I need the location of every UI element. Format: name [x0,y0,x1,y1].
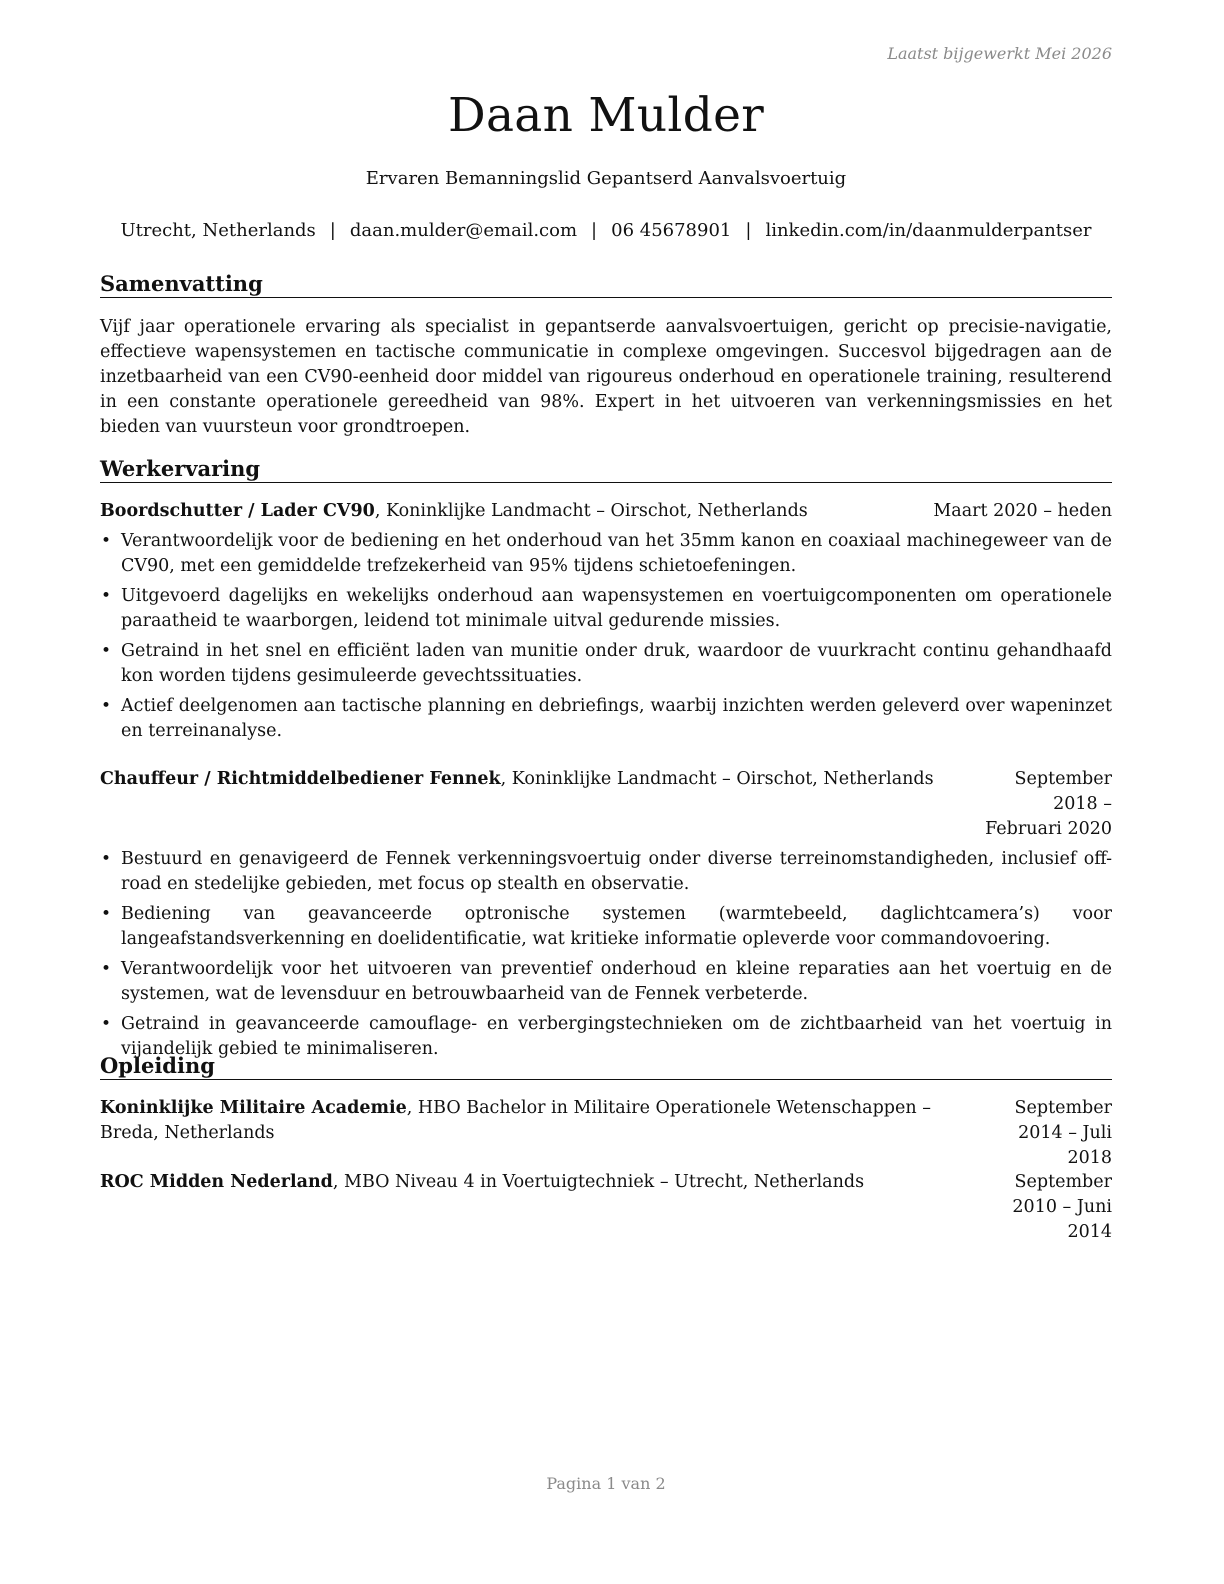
education-detail: , MBO Niveau 4 in Voertuigtechniek – Utrecht, Netherlands [332,1172,865,1192]
contact-line [100,220,1112,241]
candidate-title: Ervaren Bemanningslid Gepantserd Aanvalsvoertuig [365,168,847,189]
resume-page [100,0,1112,1584]
contact-separator: | [745,220,752,241]
job-bullet: • Uitgevoerd dagelijks en wekelijks onderhoud aan wapensystemen en voertuigcomponenten om operationele paraatheid te waarborgen, leidend tot minimale uitval gedurende missies. [100,584,1112,634]
contact-phone: 06 45678901 [611,220,732,241]
job-bullet: • Verantwoordelijk voor de bediening en het onderhoud van het 35mm kanon en coaxiaal machinegeweer van de CV90, met een gemiddelde trefzekerheid van 95% tijdens schietoefeningen. [100,529,1112,579]
experience-heading: Werkervaring [100,456,1112,483]
job-bullet: • Actief deelgenomen aan tactische planning en debriefings, waarbij inzichten werden geleverd over wapeninzet en terreinanalyse. [100,694,1112,744]
job-title: Chauffeur / Richtmiddelbediener Fennek [100,769,501,789]
summary-heading: Samenvatting [100,271,1112,298]
job-organization: , Koninklijke Landmacht – Oirschot, Netherlands [374,501,808,521]
contact-separator: | [591,220,598,241]
job-dates: September 2018 – Februari 2020 [985,769,1112,839]
job-bullet: • Bestuurd en genavigeerd de Fennek verkenningsvoertuig onder diverse terreinomstandigheden, inclusief off-road en stedelijke gebieden, met focus op stealth en observatie. [100,847,1112,897]
job-organization: , Koninklijke Landmacht – Oirschot, Netherlands [500,769,934,789]
education-school: Koninklijke Militaire Academie [100,1098,407,1118]
candidate-name: Daan Mulder [447,88,765,143]
contact-location: Utrecht, Netherlands [120,220,316,241]
job-bullet: • Getraind in het snel en efficiënt laden van munitie onder druk, waardoor de vuurkracht continu gehandhaafd kon worden tijdens gesimuleerde gevechtssituaties. [100,639,1112,689]
job-bullet: • Getraind in geavanceerde camouflage- en verbergingstechnieken om de zichtbaarheid van het voertuig in vijandelijk gebied te minimaliseren. [100,1012,1112,1062]
education-entry [100,1170,1112,1245]
job-header [100,767,1112,842]
job-title: Boordschutter / Lader CV90 [100,501,375,521]
education-dates: September 2014 – Juli 2018 [1014,1098,1112,1168]
job-header [100,499,1112,524]
summary-text: Vijf jaar operationele ervaring als specialist in gepantserde aanvalsvoertuigen, gericht op precisie-navigatie, effectieve wapensystemen en tactische communicatie in complexe omgevingen. Succesvol bijgedragen aan de inzetbaarheid van een CV90-eenheid door middel van rigoureus onderhoud en operationele training, resulterend in een constante operationele gereedheid van 98%. Expert in het uitvoeren van verkenningsmissies en het bieden van vuursteun voor grondtroepen. [100,317,1112,437]
job-bullets [100,529,1112,744]
page-number: Pagina 1 van 2 [546,1474,666,1493]
job-entry [100,499,1112,749]
education-detail: , HBO Bachelor in Militaire Operationele Wetenschappen – Breda, Netherlands [100,1098,931,1143]
education-heading: Opleiding [100,1053,1112,1080]
job-bullets [100,847,1112,1062]
education-dates: September 2010 – Juni 2014 [1012,1172,1112,1242]
contact-email[interactable]: daan.mulder@email.com [349,220,578,241]
job-bullet: • Verantwoordelijk voor het uitvoeren van preventief onderhoud en kleine reparaties aan het voertuig en de systemen, wat de levensduur en betrouwbaarheid van de Fennek verbeterde. [100,957,1112,1007]
education-entry [100,1096,1112,1171]
contact-separator: | [329,220,336,241]
contact-linkedin[interactable]: linkedin.com/in/daanmulderpantser [765,220,1092,241]
job-bullet: • Bediening van geavanceerde optronische systemen (warmtebeeld, daglichtcamera’s) voor langeafstandsverkenning en doelidentificatie, wat kritieke informatie opleverde voor commandovoering. [100,902,1112,952]
last-updated: Laatst bijgewerkt Mei 2026 [887,44,1112,63]
job-dates: Maart 2020 – heden [933,501,1112,521]
job-entry [100,767,1112,1067]
education-school: ROC Midden Nederland [100,1172,333,1192]
